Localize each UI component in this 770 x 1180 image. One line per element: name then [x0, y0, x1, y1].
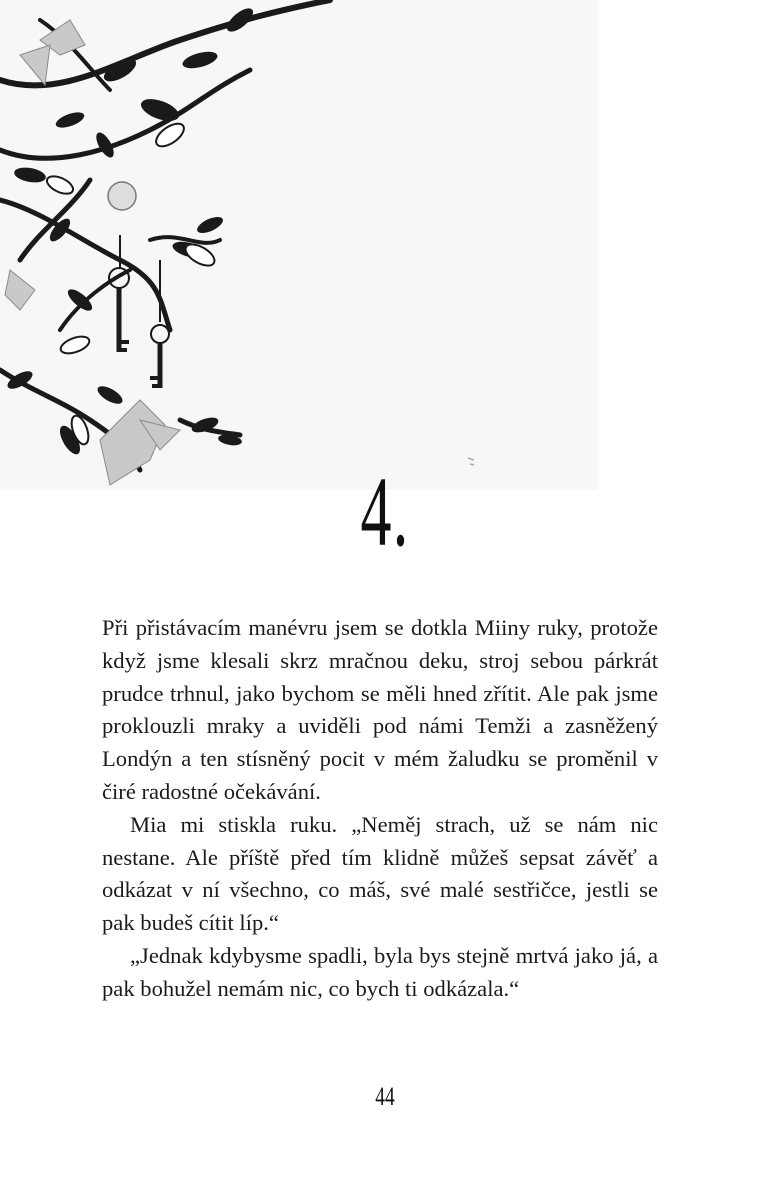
- vine-keys-illustration: [0, 0, 598, 490]
- paragraph: Mia mi stiskla ruku. „Neměj strach, už se nám nic nestane. Ale příště před tím klidně můžeš sepsat závěť a odkázat v ní všechno, co máš, své malé sestřičce, jestli se pak budeš cítit líp.“: [102, 811, 658, 936]
- page-number: 44: [375, 1082, 395, 1111]
- chapter-body: [102, 612, 658, 1006]
- chapter-number: 4.: [360, 456, 410, 567]
- key-icon: [109, 235, 129, 352]
- paragraph: Při přistávacím manévru jsem se dotkla Miiny ruky, protože když jsme klesali skrz mračnou deku, stroj sebou párkrát prudce trhnul, jako bychom se měli hned zřítit. Ale pak jsme proklouzli mraky a uviděli pod námi Temži a zasněžený Londýn a ten stísněný pocit v mém žaludku se proměnil v čiré radostné očekávání.: [102, 615, 658, 804]
- blossom-cluster-icon: [108, 182, 136, 210]
- paragraph: „Jednak kdybysme spadli, byla bys stejně mrtvá jako já, a pak bohužel nemám nic, co bych ti odkázala.“: [102, 942, 658, 1001]
- chapter-illustration: [0, 0, 598, 490]
